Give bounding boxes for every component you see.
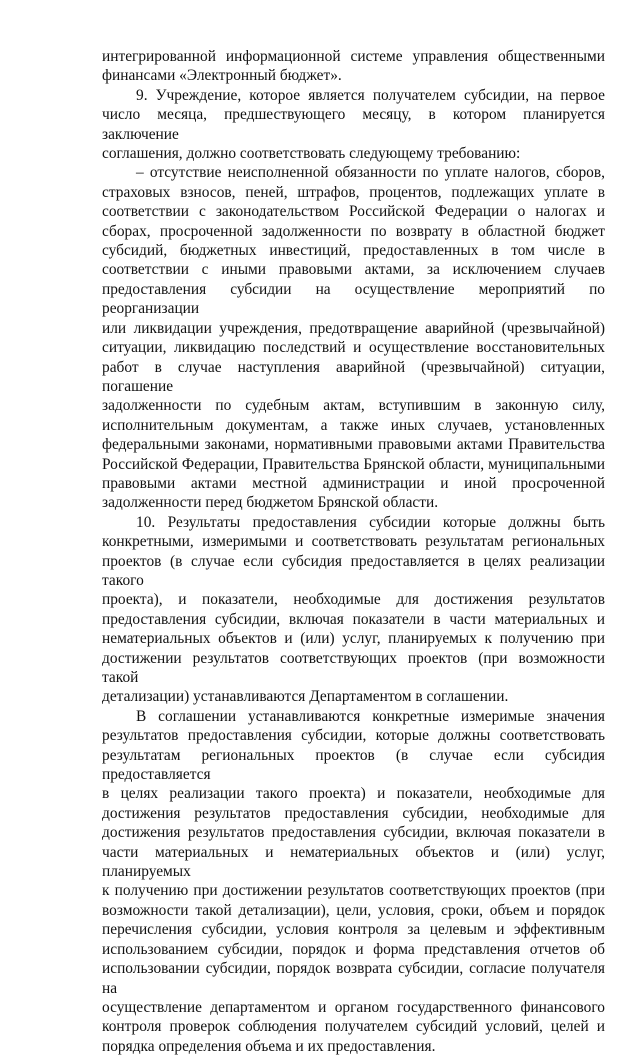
text-line: детализации) устанавливаются Департаментом в соглашении. (102, 688, 509, 706)
text-line: нематериальных объектов и (или) услуг, планируемых к получению при (102, 630, 605, 648)
text-line: исполнительным документам, а также иных случаев, установленных (102, 416, 605, 434)
text-line: порядка определения объема и их предоставления. (102, 1037, 436, 1055)
text-line: правовыми актами местной администрации и иной просроченной (102, 474, 605, 492)
text-line: достижении результатов соответствующих проектов (при возможности такой (102, 649, 605, 686)
text-line: интегрированной информационной системе управления общественными (102, 48, 605, 65)
text-line: сборах, просроченной задолженности по возврату в областной бюджет (102, 222, 605, 240)
text-line: контроля проверок соблюдения получателем субсидий условий, целей и (102, 1018, 605, 1036)
text-line: использованием субсидии, порядок и форма представления отчетов об (102, 940, 605, 958)
text-line: достижения результатов предоставления субсидии, необходимые для (102, 804, 605, 822)
text-line: достижения результатов предоставления субсидии, включая показатели в (102, 824, 605, 842)
text-line: задолженности по судебным актам, вступившим в законную силу, (102, 397, 605, 415)
text-line: или ликвидации учреждения, предотвращение аварийной (чрезвычайной) (102, 319, 605, 337)
text-line: результатов предоставления субсидии, которые должны соответствовать (102, 727, 605, 745)
text-line: к получению при достижении результатов соответствующих проектов (при (102, 882, 605, 900)
text-line: задолженности перед бюджетом Брянской области. (102, 494, 439, 512)
text-line: предоставления субсидии на осуществление мероприятий по реорганизации (102, 280, 605, 318)
agreement-paragraph-first-line: В соглашении устанавливаются конкретные измеримые значения (136, 707, 605, 725)
text-line: проекта), и показатели, необходимые для достижения результатов (102, 591, 605, 609)
text-line: осуществление департаментом и органом государственного финансового (102, 998, 605, 1016)
text-line: использовании субсидии, порядок возврата субсидии, согласие получателя на (102, 960, 605, 997)
text-line: части материальных и нематериальных объектов и (или) услуг, планируемых (102, 843, 605, 881)
text-line: Российской Федерации, Правительства Брянской области, муниципальными (102, 455, 605, 473)
text-line: число месяца, предшествующего месяцу, в котором планируется заключение (102, 106, 605, 143)
text-line: ситуации, ликвидацию последствий и осуществление восстановительных (102, 339, 605, 357)
text-line: соответствии с законодательством Российской Федерации о налогах и (102, 203, 605, 221)
text-line: проектов (в случае если субсидия предоставляется в целях реализации такого (102, 552, 605, 589)
text-line: соответствии с иными правовыми актами, за исключением случаев (102, 261, 605, 279)
text-line: субсидий, бюджетных инвестиций, предоставленных в том числе в (102, 242, 605, 260)
text-line: соглашения, должно соответствовать следующему требованию: (102, 145, 521, 163)
text-line: работ в случае наступления аварийной (чрезвычайной) ситуации, погашение (102, 358, 605, 395)
text-line: перечисления субсидии, условия контроля за целевым и эффективным (102, 921, 605, 939)
text-line: в целях реализации такого проекта) и показатели, необходимые для (102, 785, 605, 803)
text-line: федеральными законами, нормативными правовыми актами Правительства (102, 436, 605, 454)
text-line: страховых взносов, пеней, штрафов, процентов, подлежащих уплате в (102, 183, 605, 201)
paragraph-9-first-line: 9. Учреждение, которое является получателем субсидии, на первое (136, 86, 605, 104)
text-line: возможности такой детализации), цели, условия, сроки, объем и порядок (102, 901, 605, 919)
text-line: предоставления субсидии, включая показатели в части материальных и (102, 610, 605, 628)
text-line: конкретными, измеримыми и соответствовать результатам региональных (102, 533, 605, 551)
paragraph-10-first-line: 10. Результаты предоставления субсидии которые должны быть (136, 513, 605, 531)
text-line: результатам региональных проектов (в случае если субсидия предоставляется (102, 746, 605, 784)
requirement-bullet-first-line: – отсутствие неисполненной обязанности по уплате налогов, сборов, (136, 164, 605, 182)
text-line: финансами «Электронный бюджет». (102, 67, 342, 85)
